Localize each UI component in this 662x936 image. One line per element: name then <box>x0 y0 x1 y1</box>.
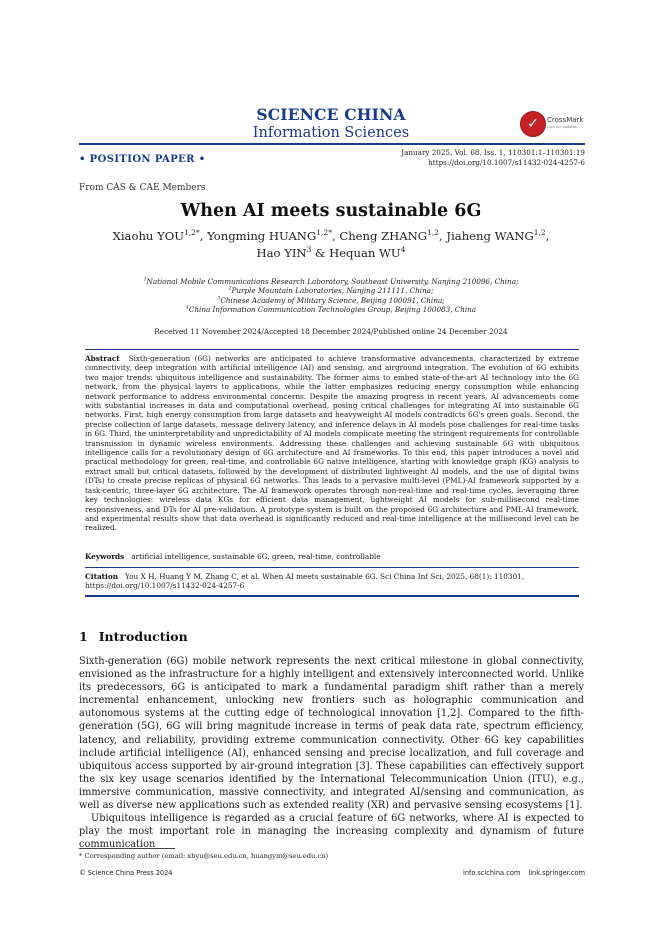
abstract-text: Sixth-generation (6G) networks are anticipated to achieve transformative advancements, characterized by extreme connectivity, deep integration with artificial intelligence (AI) and sensing, and airground integration. The evolution of 6G exhibits two major trends: ubiquitous intelligence and sustainability. The former aims to embed state-of-the-art AI technology into the 6G network, from the physical layers to applications, while the latter emphasizes reducing energy consumption while enhancing network performance to address environmental concerns. Despite the amazing progress in recent years, AI advancements come with substantial increases in data and computational overhead, posing critical challenges for integrating AI into sustainable 6G networks. First, high energy consumption from large datasets and heavyweight AI models contradicts 6G's green goals. Second, the precise collection of large datasets, message delivery latency, and inference delays in AI models pose challenges for real-time tasks in 6G. Third, the uninterpretability and unpredictability of AI models complicate meeting the stringent requirements for controllable transmission in dynamic wireless environments. Addressing these challenges and achieving sustainable 6G with ubiquitous intelligence calls for a revolutionary design of 6G architecture and AI frameworks. To this end, this paper introduces a novel and practical methodology for green, real-time, and controllable 6G native intelligence, starting with knowledge graph (KG) analysis to extract small but critical datasets, followed by the development of distributed lightweight AI models, and the use of digital twins (DTs) to create precise replicas of physical 6G networks. This leads to a pervasive multi-level (PML)-AI framework supported by a task-centric, three-layer 6G architecture. The AI framework operates through non-real-time and real-time cycles, leveraging three key technologies: wireless data KGs for efficient data management, lightweight AI models for sub-millisecond real-time responsiveness, and DTs for AI pre-validation. A prototype system is built on the proposed 6G architecture and PML-AI framework, and experimental results show that data overhead is significantly reduced and real-time intelligence at the millisecond level can be realized. <box>85 354 579 533</box>
publisher-links[interactable]: info.scichina.com link.springer.com <box>463 869 585 877</box>
affiliation: $^3$Chinese Academy of Military Science, Beijing 100091, China; <box>217 295 445 305</box>
abstract-label: Abstract <box>85 354 120 363</box>
crossmark-icon: ✓ <box>520 111 546 137</box>
section-heading <box>79 629 188 644</box>
author: Cheng ZHANG$^{1,2}$, <box>339 228 447 243</box>
abstract <box>85 354 579 533</box>
keywords-label: Keywords <box>85 552 125 561</box>
doi-link[interactable]: https://doi.org/10.1007/s11432-024-4257-6 <box>428 157 585 167</box>
paragraph: Sixth-generation (6G) mobile network represents the next critical milestone in global connectivity, envisioned as the infrastructure for a highly intelligent and extensively interconnected world. Unlike its predecessors, 6G is anticipated to mark a fundamental paradigm shift rather than a merely incremental enhancement, unlocking new frontiers such as holographic communication and autonomous systems at the cutting edge of technological innovation [1,2]. Compared to the fifth-generation (5G), 6G will bring magnitude increase in terms of peak data rate, spectrum efficiency, latency, and reliability, providing extreme communication connectivity. Other 6G key capabilities include artificial intelligence (AI), enhanced sensing and precise localization, and full coverage and ubiquitous access supported by air-ground integration [3]. These capabilities can effectively support the six key usage scenarios identified by the International Telecommunication Union (ITU), e.g., immersive communication, massive connectivity, and integrated AI/sensing and communication, as well as diverse new applications such as extended reality (XR) and pervasive sensing ecosystems [1]. <box>79 656 584 812</box>
paper-type: • POSITION PAPER • <box>79 154 206 165</box>
affiliation: $^4$China Information Communication Technologies Group, Beijing 100083, China <box>185 305 477 315</box>
citation-label: Citation <box>85 572 118 581</box>
crossmark-sublabel: click for updates <box>547 125 577 129</box>
body-text <box>79 655 584 851</box>
author: Xiaohu $YOU^{1,2*}$, <box>112 228 208 243</box>
citation <box>85 572 579 591</box>
affiliation: $^2$Purple Mountain Laboratories, Nanjing 211111, China; <box>228 286 434 296</box>
keywords <box>85 552 579 561</box>
journal-name: SCIENCE CHINA <box>256 105 406 124</box>
citation-bottom-rule <box>85 595 579 597</box>
section-number: 1 <box>79 629 88 644</box>
header-rule <box>79 143 585 145</box>
affiliations <box>79 277 583 315</box>
affiliation: $^1$National Mobile Communications Research Laboratory, Southeast University, Nanjing 210096, China; <box>143 277 519 286</box>
crossmark-badge[interactable] <box>520 110 586 138</box>
citation-text: You X H, Huang Y M, Zhang C, et al. When AI meets sustainable 6G. Sci China Inf Sci, 2025, 68(1): 110301, https://doi.org/10.1007/s11432-024-4257-6 <box>85 572 525 591</box>
abstract-top-rule <box>85 349 579 350</box>
author: Jiaheng WANG$^{1,2}$, <box>446 228 550 243</box>
paragraph: Ubiquitous intelligence is regarded as a crucial feature of 6G networks, where AI is expected to play the most important role in managing the increasing complexity and dynamism of future communication <box>79 813 584 851</box>
copyright: © Science China Press 2024 <box>79 869 173 877</box>
footnote-rule <box>79 848 175 849</box>
crossmark-label: CrossMark <box>547 116 584 124</box>
journal-subtitle: Information Sciences <box>252 125 410 141</box>
citation-top-rule <box>85 567 579 568</box>
keywords-text: artificial intelligence, sustainable 6G, green, real-time, controllable <box>131 552 381 561</box>
paper-title: When AI meets sustainable 6G <box>180 201 482 221</box>
section-title: Introduction <box>98 629 188 644</box>
author: Yongming $HUANG^{1,2*}$, <box>207 228 340 243</box>
author: Hao YIN$^3$ & <box>256 245 330 260</box>
author: Hequan $WU^4$ <box>329 245 406 260</box>
received-dates: Received 11 November 2024/Accepted 18 December 2024/Published online 24 December 2024 <box>154 327 508 336</box>
footnote: * Corresponding author (email: xhyu@seu.edu.cn, huangym@seu.edu.cn) <box>79 852 329 860</box>
issue-info <box>401 148 585 167</box>
issue-line: January 2025, Vol. 68, Iss. 1, 110301:1–110301:19 <box>401 148 585 157</box>
author-list <box>79 228 583 262</box>
from-label: From CAS & CAE Members <box>79 183 206 193</box>
